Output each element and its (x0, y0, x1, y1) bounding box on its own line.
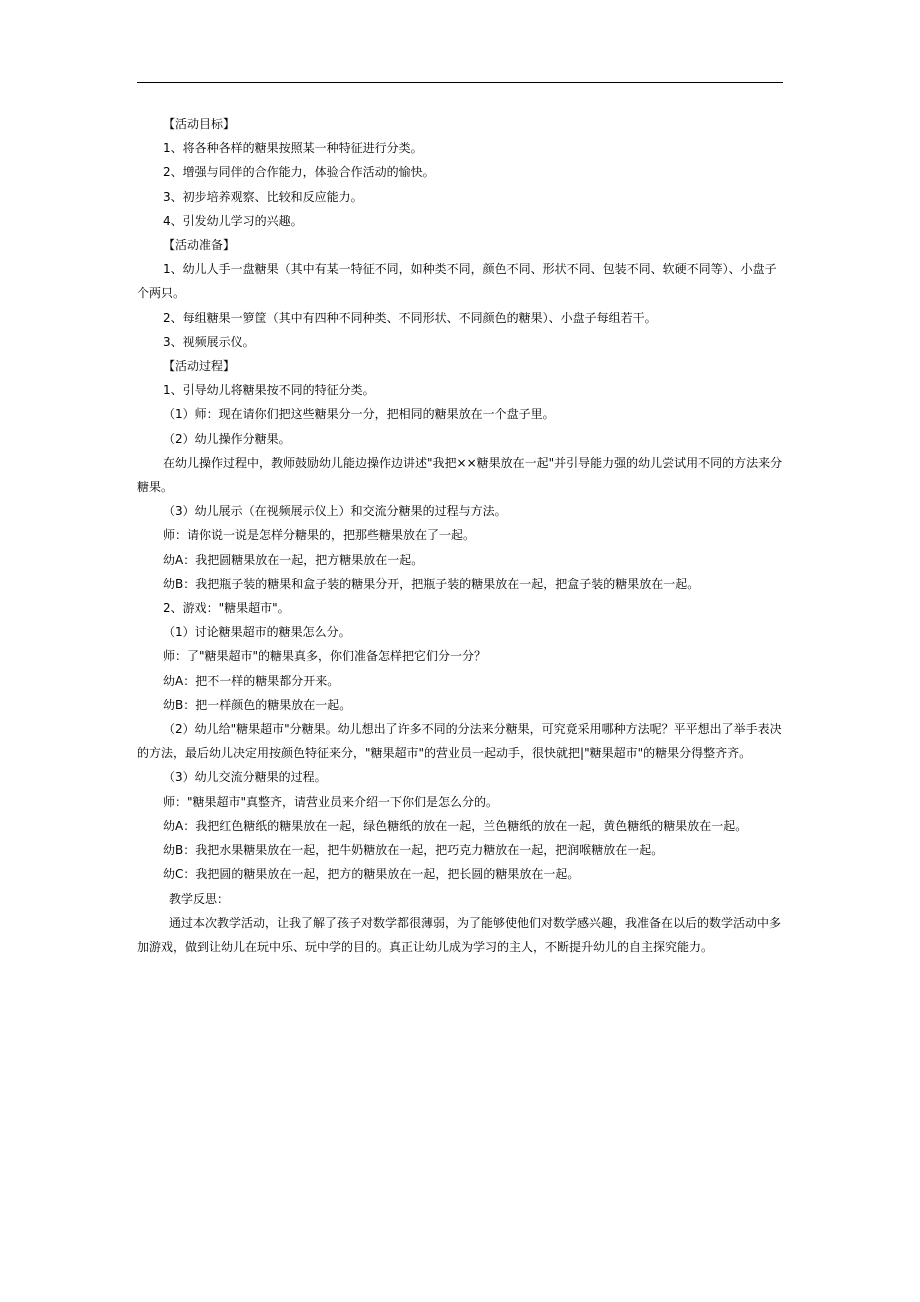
dialogue-line: 幼C：我把圆的糖果放在一起，把方的糖果放在一起，把长圆的糖果放在一起。 (163, 867, 580, 882)
dialogue-line: 幼A：我把圆糖果放在一起，把方糖果放在一起。 (163, 552, 424, 567)
dialogue-line: 幼B：我把瓶子装的糖果和盒子装的糖果分开，把瓶子装的糖果放在一起，把盒子装的糖果放在一起。 (163, 576, 700, 591)
process-paragraph: （1）师：现在请你们把这些糖果分一分，把相同的糖果放在一个盘子里。 (163, 407, 555, 422)
section-heading-goals: 【活动目标】 (163, 117, 236, 131)
reflection-heading: 教学反思： (169, 891, 230, 906)
process-paragraph: （3）幼儿展示（在视频展示仪上）和交流分糖果的过程与方法。 (163, 504, 507, 519)
process-paragraph: （1）讨论糖果超市的糖果怎么分。 (163, 625, 351, 640)
process-paragraph: 1、引导幼儿将糖果按不同的特征分类。 (163, 383, 375, 398)
goal-item: 3、初步培养观察、比较和反应能力。 (163, 189, 363, 204)
dialogue-line: 师：了"糖果超市"的糖果真多，你们准备怎样把它们分一分？ (163, 649, 487, 664)
document-body (137, 112, 787, 959)
dialogue-line: 师：请你说一说是怎样分糖果的，把那些糖果放在了一起。 (163, 528, 476, 543)
dialogue-line: 幼A：我把红色糖纸的糖果放在一起，绿色糖纸的放在一起，兰色糖纸的放在一起，黄色糖纸的糖果放在一起。 (163, 818, 748, 833)
preparation-item: 3、视频展示仪。 (163, 334, 255, 349)
dialogue-line: 师："糖果超市"真整齐，请营业员来介绍一下你们是怎么分的。 (163, 794, 499, 809)
reflection-paragraph: 通过本次教学活动，让我了解了孩子对数学都很薄弱，为了能够使他们对数学感兴趣，我准备在以后的数学活动中多加游戏，做到让幼儿在玩中乐、玩中学的目的。真正让幼儿成为学习的主人，不断提升幼儿的自主探究能力。 (137, 915, 782, 954)
process-paragraph: （2）幼儿给"糖果超市"分糖果。幼儿想出了许多不同的分法来分糖果，可究竟采用哪种方法呢？平平想出了举手表决的方法，最后幼儿决定用按颜色特征来分，"糖果超市"的营业员一起动手，很快就把|"糖果超市"的糖果分得整齐齐。 (137, 722, 782, 761)
section-heading-process: 【活动过程】 (163, 359, 236, 374)
header-rule (137, 82, 783, 83)
goal-item: 2、增强与同伴的合作能力，体验合作活动的愉快。 (163, 165, 435, 180)
preparation-item: 2、每组糖果一箩筐（其中有四种不同种类、不同形状、不同颜色的糖果）、小盘子每组若干。 (163, 310, 657, 325)
process-paragraph: （2）幼儿操作分糖果。 (163, 431, 291, 446)
preparation-item: 1、幼儿人手一盘糖果（其中有某一特征不同，如种类不同，颜色不同、形状不同、包装不同、软硬不同等）、小盘子个两只。 (137, 262, 777, 301)
process-paragraph: 在幼儿操作过程中，教师鼓励幼儿能边操作边讲述"我把××糖果放在一起"并引导能力强的幼儿尝试用不同的方法来分糖果。 (137, 455, 783, 495)
goal-item: 4、引发幼儿学习的兴趣。 (163, 213, 303, 228)
dialogue-line: 幼A：把不一样的糖果都分开来。 (163, 673, 340, 688)
goal-item: 1、将各种各样的糖果按照某一种特征进行分类。 (163, 141, 423, 156)
dialogue-line: 幼B：我把水果糖果放在一起，把牛奶糖放在一起，把巧克力糖放在一起，把润喉糖放在一起。 (163, 843, 664, 858)
section-heading-preparation: 【活动准备】 (163, 238, 236, 253)
process-paragraph: 2、游戏："糖果超市"。 (163, 601, 290, 616)
process-paragraph: （3）幼儿交流分糖果的过程。 (163, 770, 327, 785)
dialogue-line: 幼B：把一样颜色的糖果放在一起。 (163, 697, 352, 712)
